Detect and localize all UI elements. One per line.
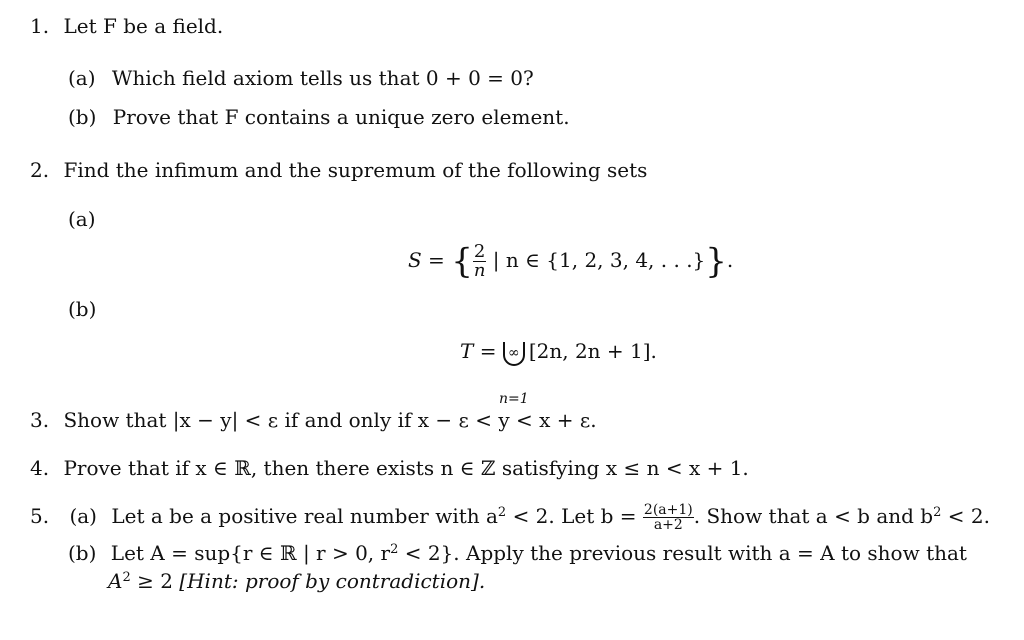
problem-4 — [30, 456, 749, 480]
right-brace: } — [705, 241, 727, 282]
problem-5a-label: (a) — [69, 504, 97, 528]
fraction-b-denominator: a+2 — [653, 517, 683, 533]
left-brace: { — [451, 241, 473, 282]
problem-5b-text-1: Let A = sup{r ∈ ℝ | r > 0, r — [110, 541, 391, 565]
problem-3-number: 3. — [30, 408, 50, 432]
problem-5-number: 5. — [30, 504, 50, 528]
equation-t — [460, 322, 657, 407]
problem-3-text: Show that |x − y| < ε if and only if x − ε < y < x + ε. — [63, 408, 597, 432]
problem-5b — [68, 541, 967, 565]
problem-5a-text-1: Let a be a positive real number with a — [111, 504, 498, 528]
fraction-b-definition — [643, 503, 694, 532]
problem-3 — [30, 408, 597, 432]
problem-2b-label: (b) — [68, 297, 97, 321]
problem-5b-label: (b) — [68, 541, 97, 565]
problem-1b — [68, 105, 570, 129]
problem-5a-exponent-2: 2 — [933, 505, 942, 520]
fraction-denominator: n — [473, 260, 486, 281]
problem-5b-text-2: < 2}. Apply the previous result with a = A to show that — [404, 541, 967, 565]
union-upper-limit: ∞ — [507, 344, 520, 361]
problem-5a-text-3: . Show that a < b and b — [693, 504, 934, 528]
problem-5a-exponent-1: 2 — [497, 505, 507, 520]
problem-2-number: 2. — [30, 158, 50, 182]
problem-1b-label: (b) — [68, 105, 97, 129]
problem-1-number: 1. — [30, 14, 50, 38]
big-union-operator — [499, 324, 529, 407]
problem-5b-continuation — [108, 569, 485, 593]
fraction-numerator: 2 — [473, 241, 486, 262]
problem-1a-text: Which field axiom tells us that 0 + 0 = 0? — [111, 66, 534, 90]
problem-5b-line2-exponent: 2 — [122, 570, 131, 585]
problem-5b-hint: [Hint: proof by contradiction]. — [179, 569, 486, 593]
problem-1b-text: Prove that F contains a unique zero element. — [112, 105, 570, 129]
problem-5b-line2-b: ≥ 2 — [137, 569, 173, 593]
problem-4-number: 4. — [30, 456, 50, 480]
problem-5a-text-4: < 2. — [947, 504, 990, 528]
union-lower-limit: n=1 — [499, 390, 529, 407]
problem-1a-label: (a) — [68, 66, 96, 90]
union-symbol — [503, 342, 525, 366]
problem-2a-label: (a) — [68, 207, 96, 231]
problem-1 — [30, 14, 223, 38]
problem-5b-exponent-1: 2 — [390, 542, 399, 557]
fraction-b-numerator: 2(a+1) — [643, 502, 693, 518]
equation-s-period: . — [726, 248, 734, 272]
fraction-two-over-n — [473, 243, 487, 280]
equation-s-lhs: S = — [408, 248, 445, 272]
equation-s — [408, 240, 733, 280]
problem-1-intro: Let F be a field. — [63, 14, 224, 38]
problem-5b-line2-a: A — [108, 569, 123, 593]
problem-5a — [30, 502, 990, 532]
problem-2-intro: Find the infimum and the supremum of the following sets — [63, 158, 648, 182]
problem-5a-text-2: < 2. Let b = — [512, 504, 637, 528]
problem-1a — [68, 66, 534, 90]
equation-t-interval: [2n, 2n + 1]. — [528, 339, 657, 363]
equation-t-lhs: T = — [460, 339, 497, 363]
equation-s-set: | n ∈ {1, 2, 3, 4, . . .} — [492, 248, 706, 272]
problem-4-text: Prove that if x ∈ ℝ, then there exists n ∈ ℤ satisfying x ≤ n < x + 1. — [63, 456, 749, 480]
problem-2 — [30, 158, 647, 182]
